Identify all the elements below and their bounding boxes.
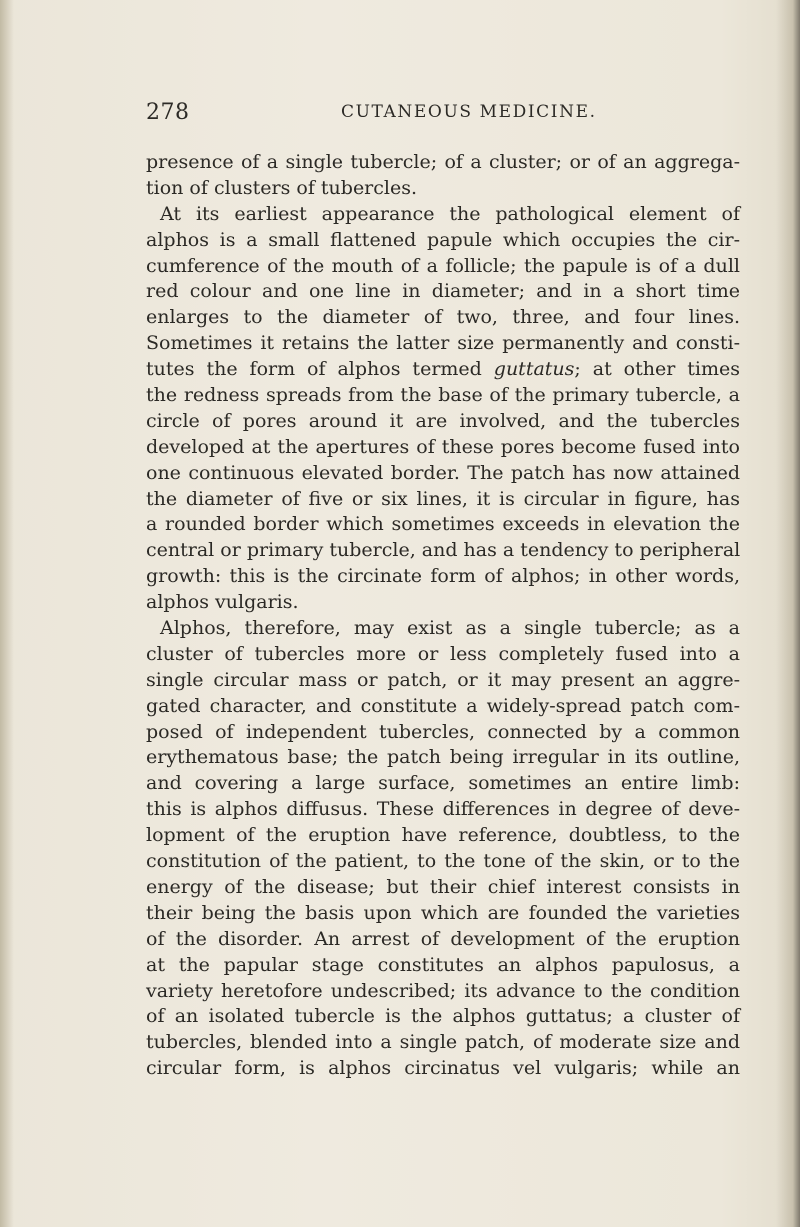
text-line: lopment of the eruption have reference, doubtless, to the [146, 824, 740, 847]
page-binding-shadow [0, 0, 14, 1227]
text-line: this is alphos diffusus. These differences in degree of deve- [146, 798, 740, 821]
text-line: Sometimes it retains the latter size permanently and consti- [146, 332, 740, 355]
text-line: cumference of the mouth of a follicle; the papule is of a dull [146, 254, 740, 277]
text-run: tutes the form of alphos termed [146, 358, 494, 381]
text-line: circular form, is alphos circinatus vel vulgaris; while an [146, 1057, 740, 1080]
text-line: Alphos, therefore, may exist as a single tubercle; as a [160, 617, 740, 640]
body-text [146, 150, 740, 1082]
text-line: circle of pores around it are involved, and the tubercles [146, 409, 740, 432]
text-run: ; at other times [574, 358, 741, 381]
italic-term: guttatus [493, 358, 575, 381]
text-line: red colour and one line in diameter; and in a short time [146, 280, 740, 303]
text-line: erythematous base; the patch being irregular in its outline, [146, 746, 740, 769]
text-line: tion of clusters of tubercles. [146, 176, 418, 199]
text-line: enlarges to the diameter of two, three, and four lines. [146, 306, 740, 329]
text-line: alphos is a small flattened papule which occupies the cir- [146, 228, 740, 251]
page-edge-shadow [776, 0, 800, 1227]
text-line: their being the basis upon which are founded the varieties [146, 901, 740, 924]
running-title: CUTANEOUS MEDICINE. [341, 102, 597, 122]
text-line: variety heretofore undescribed; its advance to the condition [146, 979, 740, 1002]
text-line: central or primary tubercle, and has a tendency to peripheral [146, 539, 741, 562]
text-line: single circular mass or patch, or it may present an aggre- [146, 668, 740, 691]
text-line: posed of independent tubercles, connected by a common [146, 720, 740, 743]
text-line: of an isolated tubercle is the alphos guttatus; a cluster of [146, 1005, 740, 1028]
text-line: the diameter of five or six lines, it is circular in figure, has [146, 487, 740, 510]
text-line: the redness spreads from the base of the primary tubercle, a [146, 384, 740, 407]
text-line [146, 357, 740, 383]
text-line: tubercles, blended into a single patch, of moderate size and [146, 1031, 740, 1054]
text-line: energy of the disease; but their chief interest consists in [146, 875, 740, 898]
text-line: at the papular stage constitutes an alphos papulosus, a [146, 953, 740, 976]
text-line: At its earliest appearance the pathological element of [160, 202, 740, 225]
text-line: one continuous elevated border. The patch has now attained [146, 461, 740, 484]
text-line: alphos vulgaris. [146, 591, 299, 614]
text-line: gated character, and constitute a widely-spread patch com- [146, 694, 740, 717]
text-line: developed at the apertures of these pores become fused into [146, 435, 740, 458]
text-line: presence of a single tubercle; of a cluster; or of an aggrega- [146, 151, 740, 173]
text-line: growth: this is the circinate form of alphos; in other words, [146, 565, 740, 588]
page-number: 278 [146, 100, 190, 125]
text-line: and covering a large surface, sometimes an entire limb: [146, 772, 740, 795]
text-line: a rounded border which sometimes exceeds in elevation the [146, 513, 740, 536]
text-line: constitution of the patient, to the tone of the skin, or to the [146, 850, 740, 873]
text-line: of the disorder. An arrest of development of the eruption [146, 927, 740, 950]
text-line: cluster of tubercles more or less completely fused into a [146, 642, 740, 665]
